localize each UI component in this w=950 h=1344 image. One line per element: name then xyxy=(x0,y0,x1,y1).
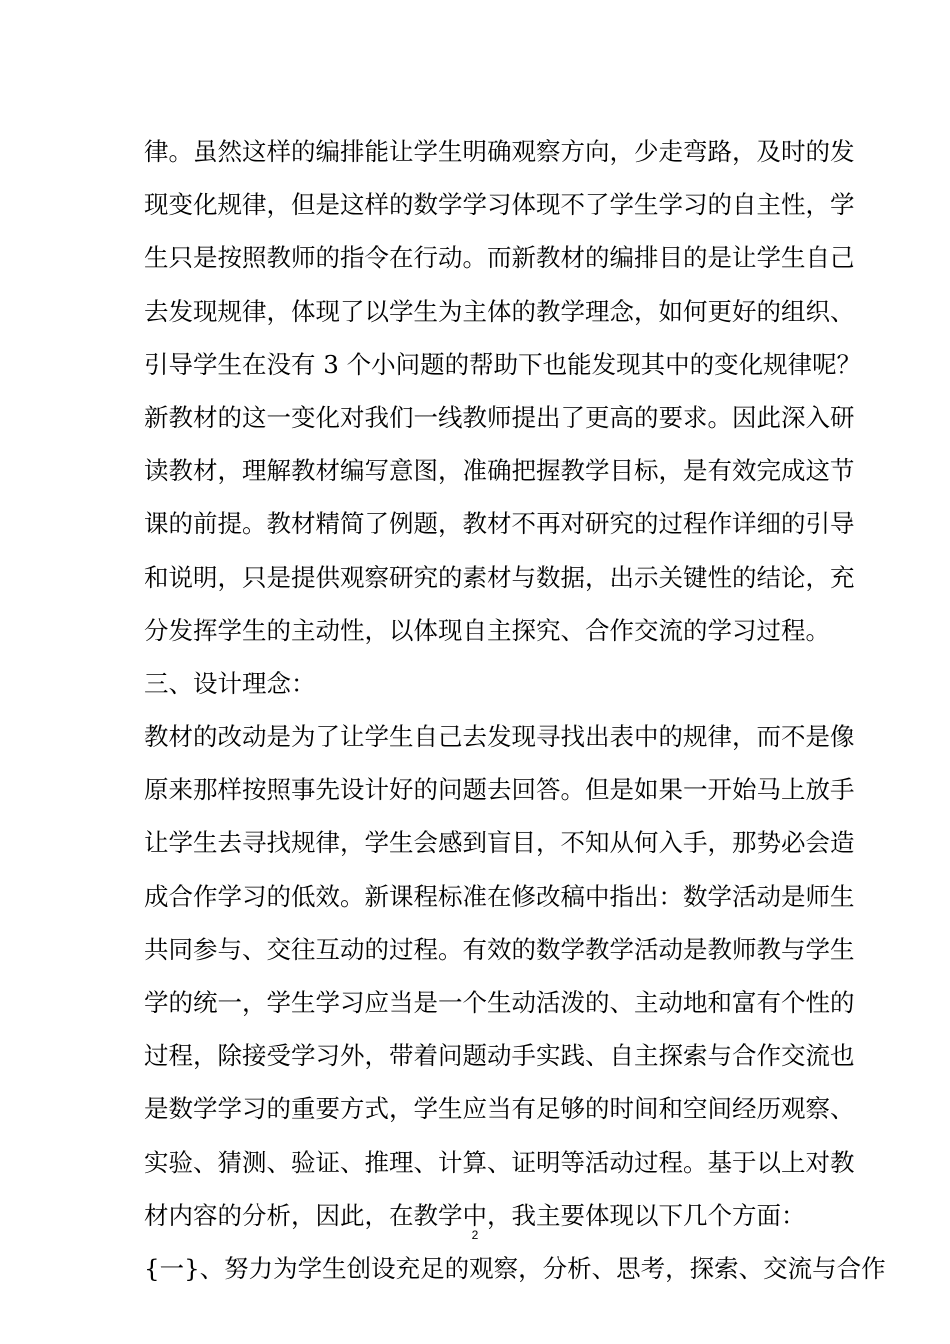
text-line: 让学生去寻找规律，学生会感到盲目，不知从何入手，那势必会造 xyxy=(144,828,855,858)
text-line: 现变化规律，但是这样的数学学习体现不了学生学习的自主性，学 xyxy=(144,190,855,220)
text-line: 分发挥学生的主动性，以体现自主探究、合作交流的学习过程。 xyxy=(144,615,830,645)
text-line: 共同参与、交往互动的过程。有效的数学教学活动是教师教与学生 xyxy=(144,934,855,964)
page-number: 2 xyxy=(471,1228,479,1242)
text-line: 生只是按照教师的指令在行动。而新教材的编排目的是让学生自己 xyxy=(144,243,855,273)
text-line: 学的统一，学生学习应当是一个生动活泼的、主动地和富有个性的 xyxy=(144,988,855,1017)
text-line: 教材的改动是为了让学生自己去发现寻找出表中的规律，而不是像 xyxy=(144,722,855,752)
text-line: 和说明，只是提供观察研究的素材与数据，出示关键性的结论，充 xyxy=(144,562,855,592)
text-line: 律。虽然这样的编排能让学生明确观察方向，少走弯路，及时的发 xyxy=(144,137,855,166)
text-line: 引导学生在没有 3 个小问题的帮助下也能发现其中的变化规律呢？ xyxy=(144,349,862,379)
section-heading: 三、设计理念： xyxy=(144,668,316,698)
text-line: 新教材的这一变化对我们一线教师提出了更高的要求。因此深入研 xyxy=(144,402,855,432)
text-line: 原来那样按照事先设计好的问题去回答。但是如果一开始马上放手 xyxy=(144,775,855,805)
text-line: 读教材，理解教材编写意图，准确把握教学目标，是有效完成这节 xyxy=(144,456,855,486)
body-text xyxy=(144,130,886,1300)
text-line: 过程，除接受学习外，带着问题动手实践、自主探索与合作交流也 xyxy=(144,1041,855,1071)
text-line: 是数学学习的重要方式，学生应当有足够的时间和空间经历观察、 xyxy=(144,1094,855,1124)
text-line: 实验、猜测、验证、推理、计算、证明等活动过程。基于以上对教 xyxy=(144,1147,855,1177)
text-line: 成合作学习的低效。新课程标准在修改稿中指出：数学活动是师生 xyxy=(144,881,855,911)
text-line: {一}、努力为学生创设充足的观察，分析、思考，探索、交流与合作 xyxy=(144,1253,886,1283)
text-line: 课的前提。教材精简了例题，教材不再对研究的过程作详细的引导 xyxy=(144,509,855,539)
text-line: 去发现规律，体现了以学生为主体的教学理念，如何更好的组织、 xyxy=(144,296,855,326)
text-line: 材内容的分析，因此，在教学中，我主要体现以下几个方面： xyxy=(144,1200,806,1230)
